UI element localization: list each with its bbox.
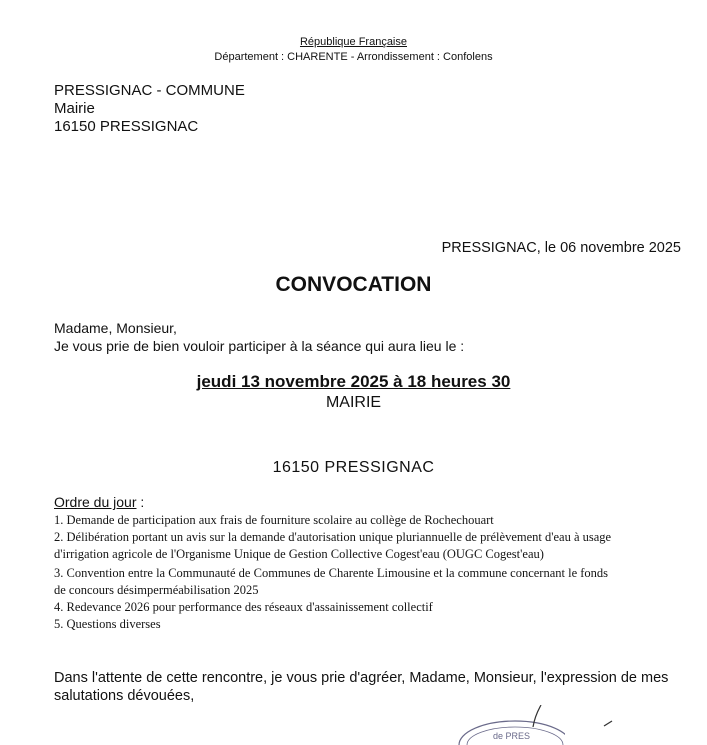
- republic-heading: République Française: [299, 36, 407, 48]
- document-title: CONVOCATION: [275, 273, 432, 296]
- meeting-place: MAIRIE: [325, 394, 382, 411]
- agenda-item-3-cont: de concours désimperméabilisation 2025: [54, 583, 259, 597]
- agenda-item-2: 2. Délibération portant un avis sur la demande d'autorisation unique pluriannuelle de prélèvement d'eau à usage: [54, 530, 612, 544]
- salutation: Madame, Monsieur,: [54, 320, 177, 336]
- agenda-title-colon: :: [136, 494, 145, 510]
- agenda-title: [54, 494, 144, 510]
- closing-line-2: salutations dévouées,: [54, 688, 195, 704]
- agenda-item-1: 1. Demande de participation aux frais de fourniture scolaire au collège de Rochechouart: [54, 513, 494, 527]
- sender-name: PRESSIGNAC - COMMUNE: [54, 82, 245, 99]
- official-stamp: [455, 705, 565, 745]
- agenda-item-2-cont: d'irrigation agricole de l'Organisme Unique de Gestion Collective Cogest'eau (OUGC Cogest'eau): [54, 547, 544, 561]
- meeting-datetime: jeudi 13 novembre 2025 à 18 heures 30: [196, 372, 511, 391]
- agenda-item-4: 4. Redevance 2026 pour performance des réseaux d'assainissement collectif: [54, 600, 433, 614]
- sender-address: 16150 PRESSIGNAC: [54, 118, 199, 135]
- agenda-title-label: Ordre du jour: [54, 494, 137, 510]
- pen-mark: [602, 718, 616, 728]
- date-line: PRESSIGNAC, le 06 novembre 2025: [441, 240, 681, 256]
- agenda-item-3: 3. Convention entre la Communauté de Communes de Charente Limousine et la commune concernant le fonds: [54, 566, 609, 580]
- department-line: Département : CHARENTE - Arrondissement : Confolens: [214, 51, 493, 63]
- closing-line-1: Dans l'attente de cette rencontre, je vous prie d'agréer, Madame, Monsieur, l'expression de mes: [54, 670, 669, 686]
- agenda-item-5: 5. Questions diverses: [54, 617, 161, 631]
- meeting-city: 16150 PRESSIGNAC: [272, 459, 435, 476]
- invitation-text: Je vous prie de bien vouloir participer à la séance qui aura lieu le :: [54, 338, 465, 354]
- stamp-text: de PRES: [493, 731, 531, 741]
- sender-office: Mairie: [54, 100, 95, 117]
